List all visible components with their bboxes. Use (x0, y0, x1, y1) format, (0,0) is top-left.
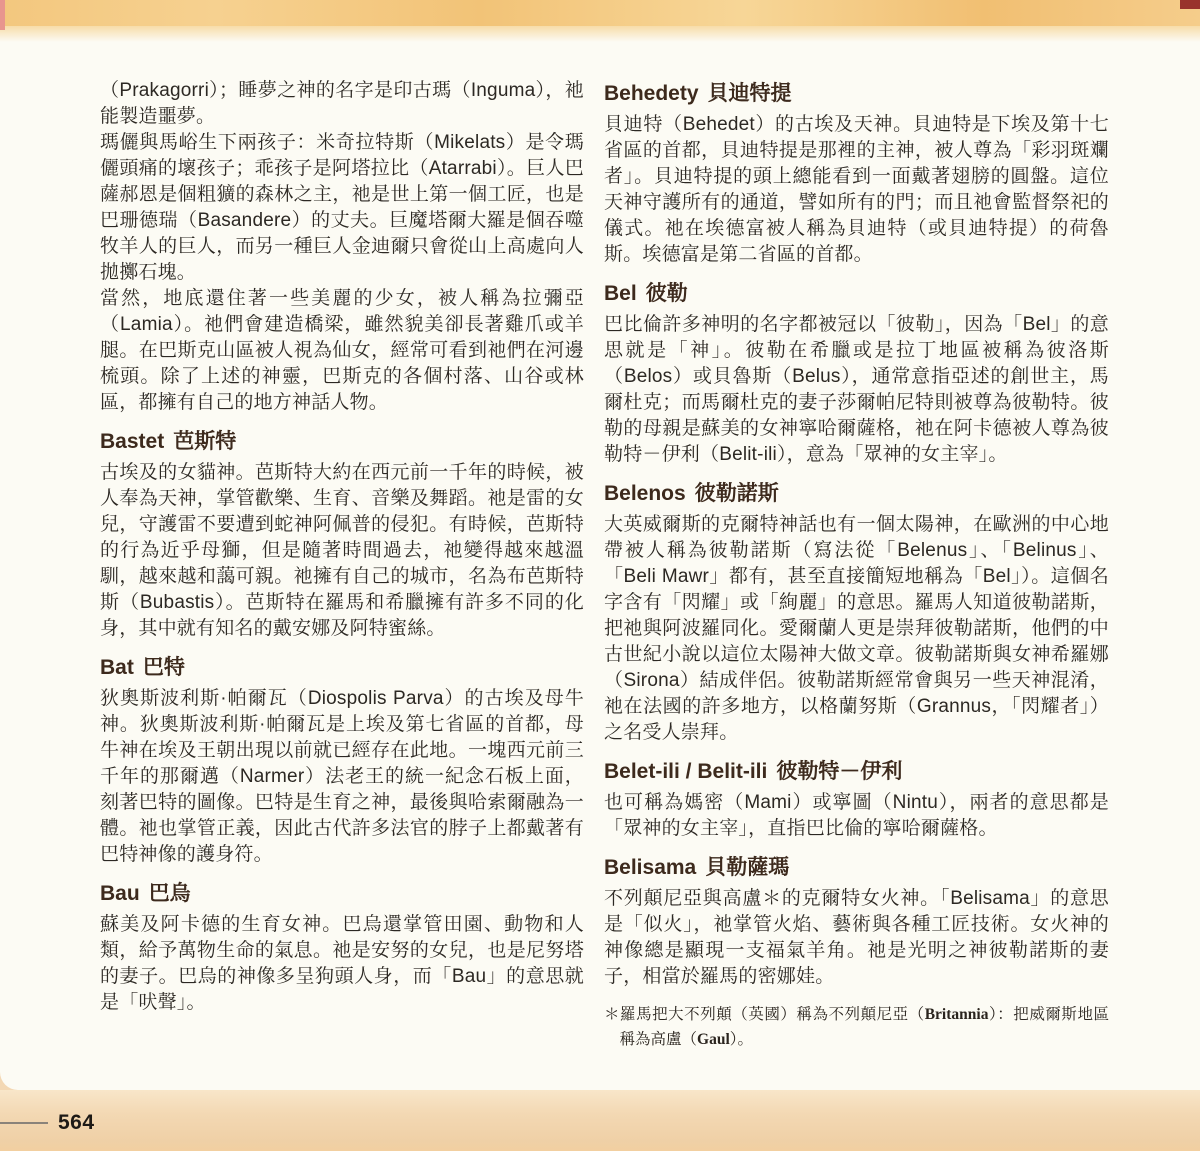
entry-term-latin: Belisama (604, 856, 697, 879)
footnote-latin-gaul: Gaul (697, 1031, 730, 1048)
top-scan-band (0, 0, 1200, 26)
bottom-scan-band (0, 1090, 1200, 1151)
top-scan-band-fade (0, 26, 1200, 42)
entry-term-chinese: 巴烏 (148, 882, 191, 905)
entry-term-chinese: 貝迪特提 (707, 82, 792, 105)
footnote-text: ）。 (729, 1030, 754, 1048)
intro-paragraph: 瑪儷與馬峪生下兩孩子：米奇拉特斯（Mikelats）是令瑪儷頭痛的壞孩子；乖孩子是阿塔拉比（Atarrabi）。巨人巴薩郝恩是個粗獷的森林之主，祂是世上第一個工匠，也是巴珊德瑞（Basandere）的丈夫。巨魔塔爾大羅是個吞噬牧羊人的巨人，而另一種巨人金迪爾只會從山上高處向人拋擲石塊。 (100, 132, 584, 283)
entry-body: 貝迪特（Behedet）的古埃及天神。貝迪特是下埃及第十七省區的首都，貝迪特提是那裡的主神，被人尊為「彩羽斑斕者」。貝迪特提的頭上總能看到一面戴著翅膀的圓盤。這位天神守護所有的通道，譬如所有的門；而且祂會監督祭祀的儀式。祂在埃德富被人稱為貝迪特（或貝迪特提）的荷魯斯。埃德富是第二省區的首都。 (604, 114, 1109, 265)
entry-term-chinese: 彼勒諾斯 (694, 482, 779, 505)
entry-term-latin: Behedety (604, 82, 699, 105)
right-column (604, 78, 1109, 1052)
entry-term-chinese: 巴特 (142, 656, 185, 679)
entry-heading-belisama (604, 856, 1109, 880)
entry-body: 巴比倫許多神明的名字都被冠以「彼勒」，因為「Bel」的意思就是「神」。彼勒在希臘或是拉丁地區被稱為彼洛斯（Belos）或貝魯斯（Belus），通常意指亞述的創世主，馬爾杜克；而馬爾杜克的妻子莎爾帕尼特則被尊為彼勒特。彼勒的母親是蘇美的女神寧哈爾薩格，祂在阿卡德被人尊為彼勒特－伊利（Belit-ili），意為「眾神的女主宰」。 (604, 314, 1109, 465)
entry-heading-belenos (604, 482, 1109, 506)
entry-term-latin: Belenos (604, 482, 686, 505)
entry-heading-bel (604, 282, 1109, 306)
footnote-text: 羅馬把大不列顛（英國）稱為不列顛尼亞（ (620, 1005, 925, 1023)
entry-term-latin: Bastet (100, 430, 165, 453)
left-column (100, 78, 584, 1016)
entry-heading-bat (100, 656, 584, 680)
footnote-text: ）：把威爾斯地區稱為高盧（ (619, 1005, 1109, 1048)
entry-body: 古埃及的女貓神。芭斯特大約在西元前一千年的時候，被人奉為天神，掌管歡樂、生育、音樂及舞蹈。祂是雷的女兒，守護雷不要遭到蛇神阿佩普的侵犯。有時候，芭斯特的行為近乎母獅，但是隨著時間過去，祂變得越來越溫馴，越來越和藹可親。祂擁有自己的城市，名為布芭斯特斯（Bubastis）。芭斯特在羅馬和希臘擁有許多不同的化身，其中就有知名的戴安娜及阿特蜜絲。 (100, 462, 584, 639)
page-number-rule (0, 1122, 48, 1124)
scan-artifact-top-right (1180, 0, 1200, 9)
entry-term-latin: Bat (100, 656, 134, 679)
entry-body: 不列顛尼亞與高盧＊的克爾特女火神。「Belisama」的意思是「似火」，祂掌管火焰、藝術與各種工匠技術。女火神的神像總是顯現一支福氣羊角。祂是光明之神彼勒諾斯的妻子，相當於羅馬的密娜娃。 (604, 888, 1109, 987)
footnote (604, 1002, 1109, 1052)
entry-term-chinese: 彼勒特－伊利 (776, 760, 903, 783)
entry-body: 大英威爾斯的克爾特神話也有一個太陽神，在歐洲的中心地帶被人稱為彼勒諾斯（寫法從「Belenus」、「Belinus」、「Beli Mawr」都有，甚至直接簡短地稱為「Bel」）。這個名字含有「閃耀」或「絢麗」的意思。羅馬人知道彼勒諾斯，把祂與阿波羅同化。愛爾蘭人更是崇拜彼勒諾斯，他們的中古世紀小說以這位太陽神大做文章。彼勒諾斯與女神希羅娜（Sirona）結成伴侶。彼勒諾斯經常會與另一些天神混淆，祂在法國的許多地方，以格蘭努斯（Grannus，「閃耀者」）之名受人崇拜。 (604, 514, 1109, 743)
intro-paragraph: （Prakagorri）；睡夢之神的名字是印古瑪（Inguma），祂能製造噩夢。 (100, 80, 584, 127)
footnote-latin-britannia: Britannia (924, 1006, 989, 1023)
entry-term-latin: Bau (100, 882, 140, 905)
entry-term-chinese: 芭斯特 (173, 430, 237, 453)
page-number: 564 (58, 1111, 95, 1134)
entry-heading-bastet (100, 430, 584, 454)
entry-term-latin: Bel (604, 282, 637, 305)
page-number-row (0, 1111, 95, 1135)
entry-heading-behedety (604, 82, 1109, 106)
entry-heading-belet-ili (604, 760, 1109, 784)
scan-artifact-top-left (0, 0, 5, 30)
entry-term-latin: Belet-ili / Belit-ili (604, 760, 768, 783)
footnote-marker: ＊ (604, 1005, 621, 1023)
entry-heading-bau (100, 882, 584, 906)
entry-body: 蘇美及阿卡德的生育女神。巴烏還掌管田園、動物和人類，給予萬物生命的氣息。祂是安努的女兒，也是尼努塔的妻子。巴烏的神像多呈狗頭人身，而「Bau」的意思就是「吠聲」。 (100, 914, 584, 1013)
entry-body: 也可稱為媽密（Mami）或寧圖（Nintu），兩者的意思都是「眾神的女主宰」，直指巴比倫的寧哈爾薩格。 (604, 792, 1109, 839)
entry-term-chinese: 貝勒薩瑪 (705, 856, 790, 879)
entry-term-chinese: 彼勒 (645, 282, 688, 305)
entry-body: 狄奧斯波利斯·帕爾瓦（Diospolis Parva）的古埃及母牛神。狄奧斯波利斯·帕爾瓦是上埃及第七省區的首都，母牛神在埃及王朝出現以前就已經存在此地。一塊西元前三千年的那爾邁（Narmer）法老王的統一紀念石板上面，刻著巴特的圖像。巴特是生育之神，最後與哈索爾融為一體。祂也掌管正義，因此古代許多法官的脖子上都戴著有巴特神像的護身符。 (100, 688, 584, 865)
intro-paragraph: 當然，地底還住著一些美麗的少女，被人稱為拉彌亞（Lamia）。祂們會建造橋梁，雖然貌美卻長著雞爪或羊腿。在巴斯克山區被人視為仙女，經常可看到祂們在河邊梳頭。除了上述的神靈，巴斯克的各個村落、山谷或林區，都擁有自己的地方神話人物。 (100, 288, 584, 413)
